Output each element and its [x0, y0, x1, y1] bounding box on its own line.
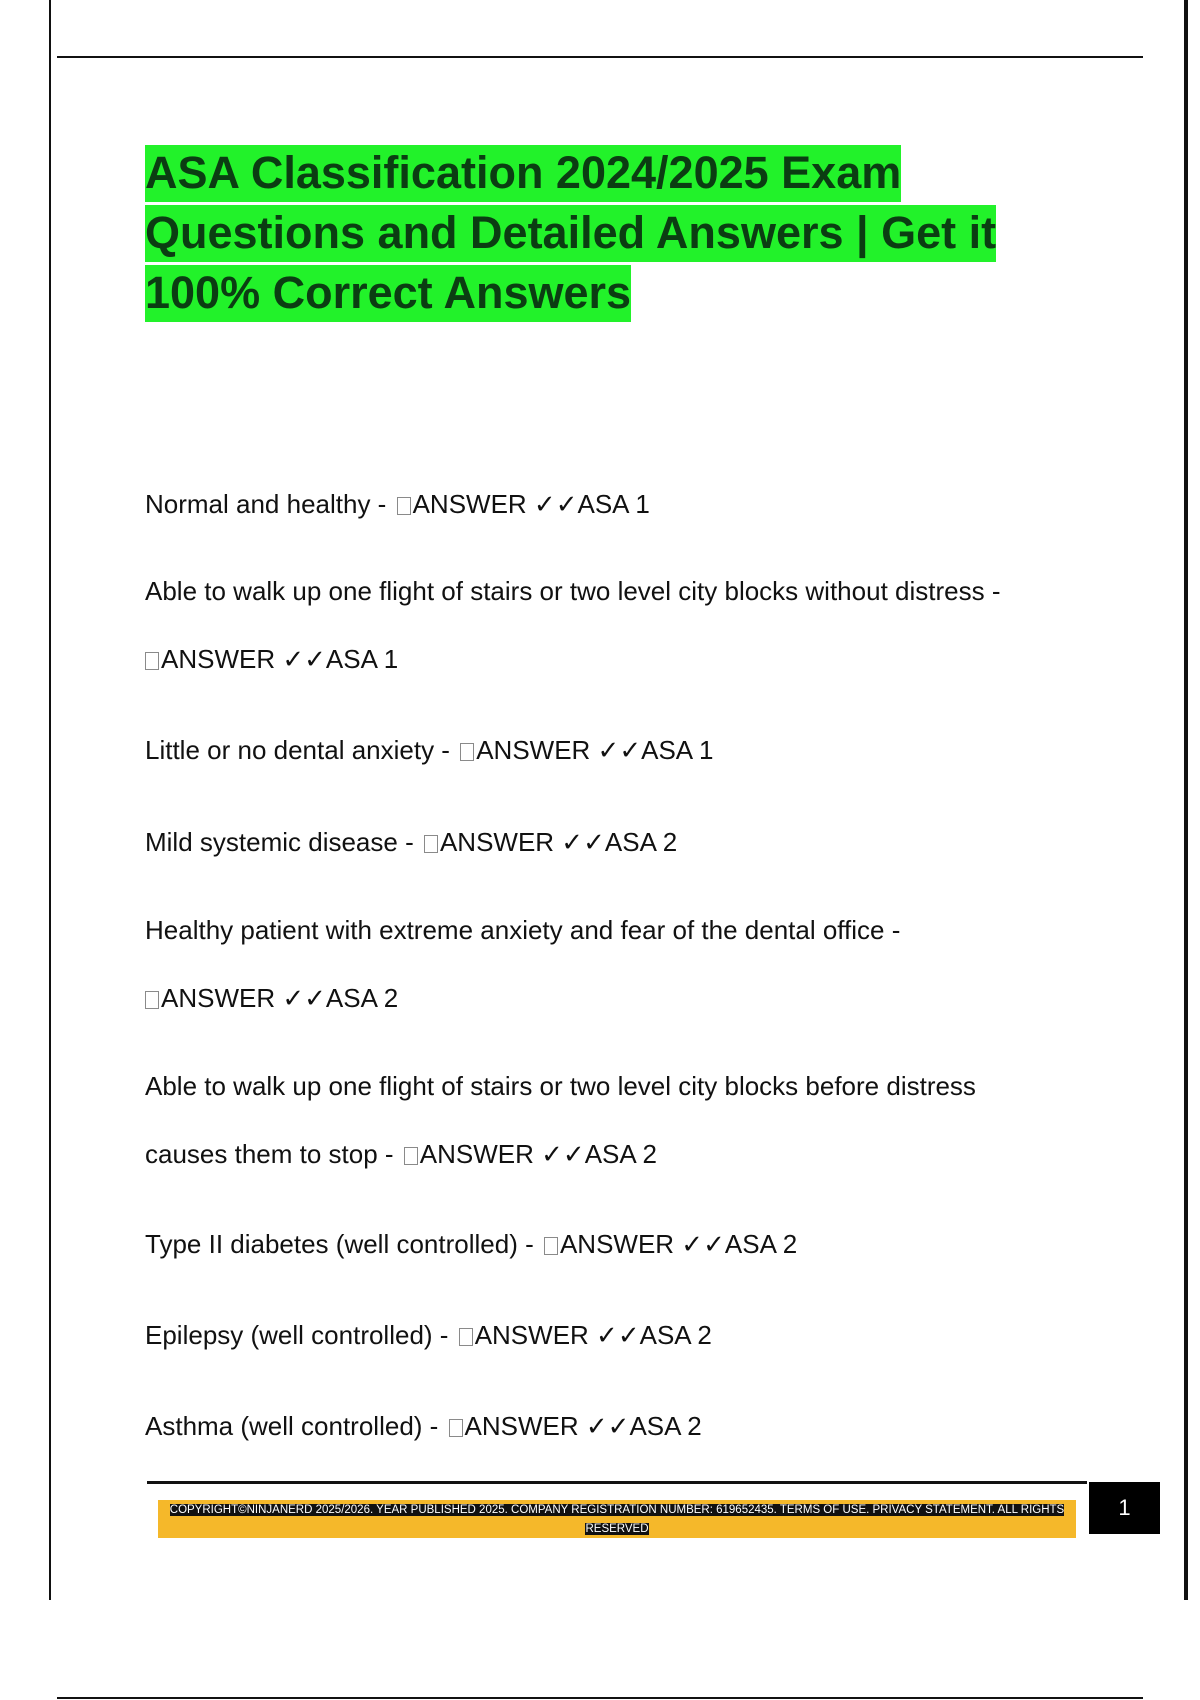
- missing-glyph-icon: [424, 835, 438, 853]
- missing-glyph-icon: [459, 1328, 473, 1346]
- missing-glyph-icon: [544, 1237, 558, 1255]
- question-text: Asthma (well controlled) -: [145, 1411, 439, 1441]
- title-line-2: Questions and Detailed Answers | Get it: [145, 203, 1095, 263]
- question-text: Able to walk up one flight of stairs or two level city blocks before distress: [145, 1071, 976, 1101]
- answer-text: ASA 2: [724, 1229, 798, 1259]
- missing-glyph-icon: [449, 1419, 463, 1437]
- answer-text: ASA 2: [604, 827, 678, 857]
- answer-text: ASA 1: [641, 735, 714, 765]
- title-line-1: ASA Classification 2024/2025 Exam: [145, 143, 1095, 203]
- question-text: Little or no dental anxiety -: [145, 735, 450, 765]
- question-text: Able to walk up one flight of stairs or two level city blocks without distress -: [145, 576, 1001, 606]
- qa-item: [145, 470, 1085, 538]
- question-text: Mild systemic disease -: [145, 827, 414, 857]
- next-page-header-rule: [57, 1697, 1143, 1699]
- qa-item: [145, 896, 1085, 1032]
- answer-text: ASA 2: [639, 1320, 712, 1350]
- qa-item: [145, 1210, 1085, 1278]
- missing-glyph-icon: [397, 497, 411, 515]
- title-line-3: 100% Correct Answers: [145, 263, 1095, 323]
- answer-marker: ANSWER ✓✓: [559, 1229, 725, 1259]
- document-title: [145, 143, 1095, 323]
- answer-marker: ANSWER ✓✓: [474, 1320, 640, 1350]
- footer-rule: [147, 1481, 1087, 1484]
- footer-copyright: COPYRIGHT©NINJANERD 2025/2026. YEAR PUBLISHED 2025. COMPANY REGISTRATION NUMBER: 619652435. TERMS OF USE. PRIVACY STATEMENT. ALL RIGHTS RESERVED: [169, 1504, 1065, 1535]
- answer-marker: ANSWER ✓✓: [464, 1411, 630, 1441]
- qa-item: [145, 716, 1085, 784]
- question-text: Normal and healthy -: [145, 489, 387, 519]
- answer-marker: ANSWER ✓✓: [161, 644, 326, 674]
- qa-item: [145, 808, 1085, 876]
- page-left-border: [49, 0, 51, 1600]
- answer-text: ASA 2: [325, 983, 399, 1013]
- answer-marker: ANSWER ✓✓: [412, 489, 578, 519]
- answer-text: ASA 2: [629, 1411, 702, 1441]
- missing-glyph-icon: [460, 743, 474, 761]
- answer-text: ASA 2: [584, 1139, 657, 1169]
- page-number: 1: [1089, 1482, 1160, 1534]
- question-text: Type II diabetes (well controlled) -: [145, 1229, 534, 1259]
- answer-text: ASA 1: [325, 644, 399, 674]
- header-rule: [57, 56, 1143, 58]
- question-text: Healthy patient with extreme anxiety and fear of the dental office -: [145, 915, 901, 945]
- qa-item: [145, 1392, 1085, 1460]
- answer-marker: ANSWER ✓✓: [476, 735, 642, 765]
- question-text-continued: causes them to stop -: [145, 1139, 394, 1169]
- page-right-border: [1184, 0, 1188, 1600]
- answer-marker: ANSWER ✓✓: [419, 1139, 585, 1169]
- missing-glyph-icon: [145, 652, 159, 670]
- answer-marker: ANSWER ✓✓: [439, 827, 605, 857]
- answer-text: ASA 1: [577, 489, 650, 519]
- qa-item: [145, 1052, 1085, 1188]
- missing-glyph-icon: [145, 991, 159, 1009]
- missing-glyph-icon: [404, 1147, 418, 1165]
- qa-item: [145, 1301, 1085, 1369]
- answer-marker: ANSWER ✓✓: [161, 983, 326, 1013]
- question-text: Epilepsy (well controlled) -: [145, 1320, 449, 1350]
- qa-item: [145, 557, 1085, 693]
